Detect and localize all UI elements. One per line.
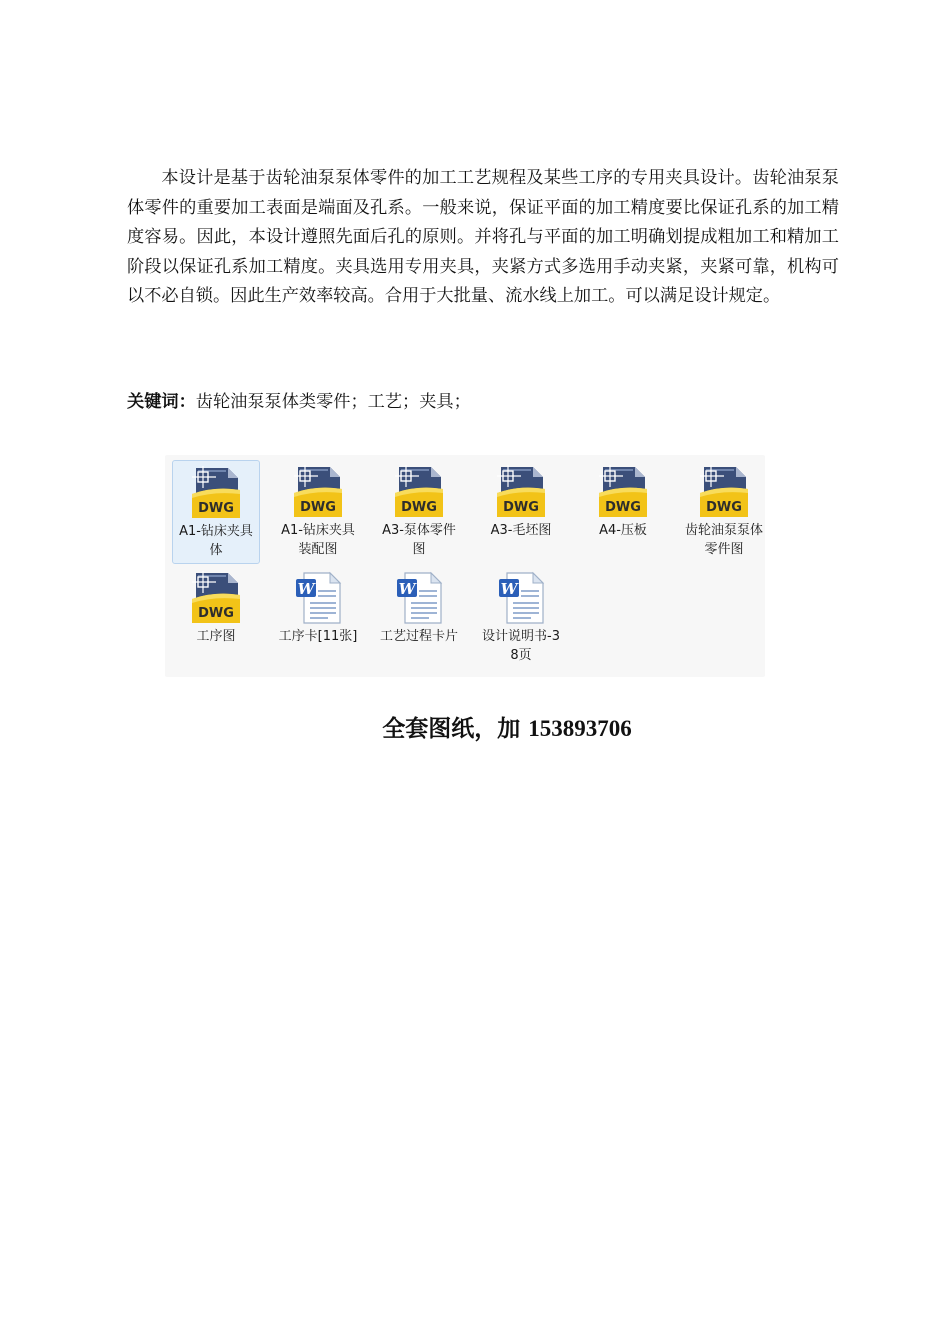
file-name: A1-钻床夹具装配图 — [281, 523, 355, 557]
svg-text:DWG: DWG — [198, 501, 234, 516]
svg-text:DWG: DWG — [300, 500, 336, 515]
dwg-file-icon — [391, 463, 447, 519]
file-name: 工艺过程卡片 — [379, 629, 458, 644]
contact-line — [0, 711, 950, 747]
file-name: 设计说明书-38页 — [482, 629, 560, 663]
contact-number: 153893706 — [528, 716, 632, 741]
file-item[interactable] — [172, 566, 260, 670]
file-item[interactable] — [680, 460, 768, 564]
abstract-paragraph: 本设计是基于齿轮油泵泵体零件的加工工艺规程及某些工序的专用夹具设计。齿轮油泵泵体零件的重要加工表面是端面及孔系。一般来说，保证平面的加工精度要比保证孔系的加工精度容易。因此，本设计遵照先面后孔的原则。并将孔与平面的加工明确划提成粗加工和精加工阶段以保证孔系加工精度。夹具选用专用夹具，夹紧方式多选用手动夹紧，夹紧可靠，机构可以不必自锁。因此生产效率较高。合用于大批量、流水线上加工。可以满足设计规定。 — [127, 168, 839, 306]
file-name: 工序卡[11张] — [278, 629, 358, 644]
word-doc-icon — [391, 569, 447, 625]
word-doc-icon — [493, 569, 549, 625]
svg-text:DWG: DWG — [706, 500, 742, 515]
file-item[interactable] — [477, 460, 565, 564]
file-item[interactable] — [274, 460, 362, 564]
file-item[interactable] — [375, 460, 463, 564]
svg-text:DWG: DWG — [503, 500, 539, 515]
file-item[interactable] — [274, 566, 362, 670]
word-doc-icon — [290, 569, 346, 625]
svg-text:DWG: DWG — [198, 606, 234, 621]
svg-text:W: W — [398, 580, 416, 598]
dwg-file-icon — [188, 569, 244, 625]
svg-text:DWG: DWG — [401, 500, 437, 515]
dwg-file-icon — [290, 463, 346, 519]
file-item[interactable] — [172, 460, 260, 564]
keywords-line — [127, 388, 471, 416]
file-item[interactable] — [375, 566, 463, 670]
keywords-value: 齿轮油泵泵体类零件；工艺；夹具； — [195, 392, 471, 412]
file-name: A1-钻床夹具体 — [179, 524, 253, 558]
file-item[interactable] — [477, 566, 565, 670]
dwg-file-icon — [493, 463, 549, 519]
file-name: A4-压板 — [599, 523, 647, 538]
keywords-label: 关键词： — [127, 392, 196, 412]
file-name: A3-泵体零件图 — [382, 523, 456, 557]
dwg-file-icon — [188, 464, 244, 520]
file-item[interactable] — [579, 460, 667, 564]
file-name: 工序图 — [196, 629, 236, 644]
file-name: 齿轮油泵泵体零件图 — [684, 523, 763, 557]
svg-text:DWG: DWG — [605, 500, 641, 515]
file-browser-panel — [165, 455, 765, 677]
svg-text:W: W — [297, 580, 315, 598]
svg-text:W: W — [500, 580, 518, 598]
file-name: A3-毛坯图 — [490, 523, 552, 538]
contact-prefix: 全套图纸，加 — [382, 715, 529, 742]
dwg-file-icon — [595, 463, 651, 519]
dwg-file-icon — [696, 463, 752, 519]
